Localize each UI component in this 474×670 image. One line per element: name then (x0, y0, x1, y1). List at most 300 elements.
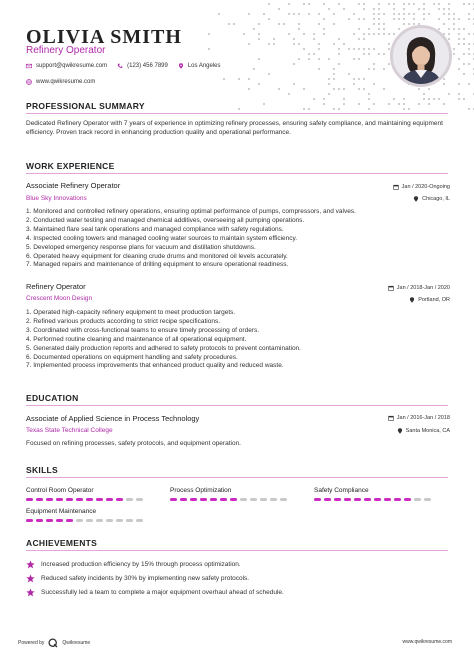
pattern-dot (448, 3, 450, 5)
skill-level-segment (26, 498, 33, 501)
pattern-dot (388, 63, 390, 65)
pattern-dot (323, 28, 325, 30)
pattern-dot (398, 28, 400, 30)
pattern-dot (313, 33, 315, 35)
pattern-dot (453, 48, 455, 50)
pattern-dot (383, 68, 385, 70)
skill-level-segment (86, 519, 93, 522)
pattern-dot (323, 3, 325, 5)
pattern-dot (458, 43, 460, 45)
skill-level-segment (86, 498, 93, 501)
pattern-dot (468, 48, 470, 50)
skill-level-segment (260, 498, 267, 501)
pattern-dot (338, 48, 340, 50)
job-dates-text: Jan / 2018-Jan / 2020 (396, 285, 450, 291)
pattern-dot (438, 8, 440, 10)
brand-text[interactable]: Qwikresume (62, 640, 91, 646)
pattern-dot (428, 88, 430, 90)
list-item: 2. Refined various products according to strict recipe specifications. (26, 317, 221, 325)
job-location-text: Chicago, IL (422, 196, 450, 202)
pattern-dot (373, 83, 375, 85)
list-item: 7. Managed repairs and maintenance of drilling equipment to ensure operational readiness. (26, 261, 289, 269)
pattern-dot (363, 18, 365, 20)
pattern-dot (383, 23, 385, 25)
pattern-dot (403, 98, 405, 100)
pattern-dot (403, 18, 405, 20)
website-item[interactable] (26, 79, 95, 85)
pattern-dot (343, 43, 345, 45)
skill-level-segment (96, 519, 103, 522)
skill-level-segment (180, 498, 187, 501)
summary-heading: PROFESSIONAL SUMMARY (26, 101, 145, 111)
pattern-dot (303, 48, 305, 50)
pattern-dot (358, 48, 360, 50)
pattern-dot (468, 63, 470, 65)
pattern-dot (463, 63, 465, 65)
pattern-dot (333, 108, 335, 110)
list-item: 4. Performed routine cleaning and maintenance of all operational equipment. (26, 335, 247, 343)
pattern-dot (303, 33, 305, 35)
pattern-dot (423, 93, 425, 95)
skill-level-segment (240, 498, 247, 501)
list-item: 5. Generated daily production reports and adhered to safety protocols to prevent contamination. (26, 344, 301, 352)
star-icon (26, 560, 35, 569)
list-item: 6. Documented operations on equipment handling and safety procedures. (26, 353, 238, 361)
pattern-dot (318, 68, 320, 70)
pattern-dot (463, 73, 465, 75)
pattern-dot (293, 38, 295, 40)
pattern-dot (373, 23, 375, 25)
job-title: Associate Refinery Operator (26, 181, 121, 190)
skill-level-segment (126, 519, 133, 522)
pattern-dot (443, 23, 445, 25)
pattern-dot (373, 8, 375, 10)
calendar-icon (393, 184, 399, 190)
pattern-dot (448, 28, 450, 30)
contact-row (26, 63, 221, 69)
pattern-dot (308, 108, 310, 110)
globe-icon (26, 79, 32, 85)
education-description: Focused on refining processes, safety protocols, and equipment operation. (26, 440, 241, 447)
pattern-dot (423, 98, 425, 100)
pattern-dot (368, 28, 370, 30)
pattern-dot (368, 98, 370, 100)
education-heading: EDUCATION (26, 393, 79, 403)
pattern-dot (313, 98, 315, 100)
pattern-dot (298, 28, 300, 30)
pattern-dot (378, 33, 380, 35)
footer-branding (18, 638, 90, 648)
pattern-dot (433, 3, 435, 5)
pattern-dot (428, 103, 430, 105)
skill-level-segment (250, 498, 257, 501)
pattern-dot (468, 3, 470, 5)
phone-item[interactable] (117, 63, 168, 69)
pattern-dot (448, 38, 450, 40)
pattern-dot (423, 8, 425, 10)
pattern-dot (293, 83, 295, 85)
skill-level-segment (136, 498, 143, 501)
pattern-dot (338, 38, 340, 40)
pattern-dot (333, 73, 335, 75)
pattern-dot (468, 83, 470, 85)
pattern-dot (443, 103, 445, 105)
pattern-dot (238, 108, 240, 110)
pattern-dot (373, 68, 375, 70)
pattern-dot (388, 103, 390, 105)
pattern-dot (468, 53, 470, 55)
company-name: Blue Sky Innovations (26, 195, 87, 202)
pattern-dot (338, 88, 340, 90)
pattern-dot (408, 13, 410, 15)
pattern-dot (248, 78, 250, 80)
pattern-dot (468, 13, 470, 15)
pattern-dot (303, 88, 305, 90)
pattern-dot (463, 98, 465, 100)
pattern-dot (318, 23, 320, 25)
pattern-dot (353, 83, 355, 85)
pattern-dot (413, 18, 415, 20)
degree-title: Associate of Applied Science in Process Technology (26, 414, 200, 423)
pattern-dot (328, 93, 330, 95)
pattern-dot (333, 88, 335, 90)
pattern-dot (253, 28, 255, 30)
skill-level-segment (374, 498, 381, 501)
education-dates-text: Jan / 2016-Jan / 2018 (396, 415, 450, 421)
pattern-dot (328, 78, 330, 80)
skill-name: Safety Compliance (314, 487, 369, 494)
pattern-dot (433, 98, 435, 100)
education-divider (26, 405, 448, 406)
pattern-dot (393, 18, 395, 20)
education-location (397, 428, 450, 434)
skill-level-segment (96, 498, 103, 501)
achievements-divider (26, 550, 448, 551)
pattern-dot (333, 78, 335, 80)
skill-level-bar (26, 519, 143, 522)
pin-icon (397, 428, 403, 434)
pattern-dot (453, 18, 455, 20)
pattern-dot (358, 3, 360, 5)
job-bullet-list (26, 309, 446, 371)
pattern-dot (368, 93, 370, 95)
pattern-dot (398, 103, 400, 105)
pattern-dot (383, 33, 385, 35)
pattern-dot (363, 88, 365, 90)
skill-level-segment (136, 519, 143, 522)
pattern-dot (393, 33, 395, 35)
pattern-dot (353, 48, 355, 50)
pattern-dot (338, 63, 340, 65)
pattern-dot (443, 13, 445, 15)
pattern-dot (353, 13, 355, 15)
pattern-dot (348, 73, 350, 75)
pattern-dot (438, 3, 440, 5)
pattern-dot (453, 13, 455, 15)
pattern-dot (448, 33, 450, 35)
pattern-dot (458, 28, 460, 30)
pattern-dot (278, 8, 280, 10)
pattern-dot (353, 78, 355, 80)
pattern-dot (318, 58, 320, 60)
pattern-dot (373, 48, 375, 50)
job-bullet-list (26, 208, 446, 270)
pattern-dot (333, 23, 335, 25)
pattern-dot (298, 13, 300, 15)
pattern-dot (463, 43, 465, 45)
pattern-dot (448, 8, 450, 10)
skill-level-segment (324, 498, 331, 501)
pattern-dot (363, 33, 365, 35)
skill-level-segment (394, 498, 401, 501)
pattern-dot (328, 58, 330, 60)
education-dates (388, 415, 450, 421)
pattern-dot (373, 63, 375, 65)
experience-divider (26, 173, 448, 174)
pattern-dot (248, 43, 250, 45)
calendar-icon (388, 285, 394, 291)
email-text: support@qwikresume.com (36, 63, 108, 69)
pattern-dot (258, 23, 260, 25)
phone-text: (123) 456 7899 (127, 63, 168, 69)
pattern-dot (468, 18, 470, 20)
pattern-dot (228, 23, 230, 25)
achievement-text: Successfully led a team to complete a major equipment overhaul ahead of schedule. (41, 589, 284, 596)
pattern-dot (308, 13, 310, 15)
pattern-dot (403, 103, 405, 105)
pattern-dot (243, 33, 245, 35)
pattern-dot (348, 18, 350, 20)
pattern-dot (273, 43, 275, 45)
pattern-dot (408, 23, 410, 25)
pattern-dot (278, 88, 280, 90)
achievement-item (26, 588, 284, 597)
email-item[interactable] (26, 63, 107, 69)
pattern-dot (368, 53, 370, 55)
job-dates (388, 285, 450, 291)
pattern-dot (353, 58, 355, 60)
pattern-dot (358, 58, 360, 60)
pin-icon (413, 196, 419, 202)
job-location-text: Portland, OR (418, 297, 450, 303)
qwikresume-logo-icon (48, 638, 58, 648)
skills-heading: SKILLS (26, 465, 59, 475)
pattern-dot (423, 18, 425, 20)
skill-level-segment (126, 498, 133, 501)
pattern-dot (298, 43, 300, 45)
pattern-dot (378, 18, 380, 20)
pattern-dot (378, 13, 380, 15)
skill-level-segment (190, 498, 197, 501)
pattern-dot (378, 53, 380, 55)
footer-url[interactable]: www.qwikresume.com (402, 639, 452, 645)
pattern-dot (428, 98, 430, 100)
skill-name: Process Optimization (170, 487, 232, 494)
pattern-dot (463, 3, 465, 5)
pattern-dot (313, 53, 315, 55)
pattern-dot (468, 33, 470, 35)
pattern-dot (403, 3, 405, 5)
pattern-dot (458, 83, 460, 85)
pattern-dot (463, 28, 465, 30)
pattern-dot (353, 33, 355, 35)
job-location (413, 196, 450, 202)
pattern-dot (323, 103, 325, 105)
pattern-dot (423, 13, 425, 15)
pattern-dot (393, 8, 395, 10)
pattern-dot (448, 93, 450, 95)
skill-level-segment (76, 498, 83, 501)
pattern-dot (288, 33, 290, 35)
pattern-dot (398, 18, 400, 20)
pattern-dot (358, 28, 360, 30)
pattern-dot (323, 98, 325, 100)
pattern-dot (463, 38, 465, 40)
skill-level-segment (424, 498, 431, 501)
star-icon (26, 574, 35, 583)
pattern-dot (368, 48, 370, 50)
skill-level-segment (220, 498, 227, 501)
pattern-dot (363, 78, 365, 80)
pattern-dot (368, 108, 370, 110)
pattern-dot (403, 13, 405, 15)
pattern-dot (383, 13, 385, 15)
pattern-dot (378, 23, 380, 25)
list-item: 7. Implemented process improvements that enhanced product quality and reduced waste. (26, 362, 284, 370)
skill-level-segment (116, 498, 123, 501)
pattern-dot (458, 68, 460, 70)
skill-level-segment (200, 498, 207, 501)
phone-icon (117, 63, 123, 69)
pattern-dot (453, 23, 455, 25)
pattern-dot (468, 43, 470, 45)
website-text: www.qwikresume.com (36, 79, 96, 85)
pattern-dot (318, 13, 320, 15)
location-pin-icon (178, 63, 184, 69)
pattern-dot (288, 93, 290, 95)
pattern-dot (438, 98, 440, 100)
pattern-dot (293, 13, 295, 15)
pattern-dot (338, 3, 340, 5)
pattern-dot (378, 3, 380, 5)
pattern-dot (293, 63, 295, 65)
profile-photo (390, 25, 452, 87)
pattern-dot (273, 38, 275, 40)
summary-text: Dedicated Refinery Operator with 7 years of experience in optimizing refinery processes, ensuring safety compliance, and maintaining equipment efficiency. Proven track record in enhancing production quality and operational performance. (26, 120, 443, 136)
pattern-dot (413, 13, 415, 15)
pattern-dot (403, 8, 405, 10)
pattern-dot (308, 53, 310, 55)
pattern-dot (423, 3, 425, 5)
pattern-dot (358, 78, 360, 80)
pattern-dot (268, 73, 270, 75)
company-name: Crescent Moon Design (26, 295, 93, 302)
pattern-dot (373, 13, 375, 15)
skill-level-segment (66, 498, 73, 501)
skill-level-segment (36, 498, 43, 501)
skill-name: Equipment Maintenance (26, 508, 97, 515)
pattern-dot (268, 3, 270, 5)
pattern-dot (358, 18, 360, 20)
pattern-dot (258, 33, 260, 35)
experience-heading: WORK EXPERIENCE (26, 161, 115, 171)
pattern-dot (468, 108, 470, 110)
achievement-text: Increased production efficiency by 15% through process optimization. (41, 561, 241, 568)
pattern-dot (308, 3, 310, 5)
achievements-heading: ACHIEVEMENTS (26, 538, 98, 548)
list-item: 3. Coordinated with cross-functional teams to ensure timely processing of orders. (26, 326, 260, 334)
skill-level-segment (384, 498, 391, 501)
skill-level-segment (76, 519, 83, 522)
list-item: 1. Operated high-capacity refinery equipment to meet production targets. (26, 309, 236, 316)
pattern-dot (458, 58, 460, 60)
pattern-dot (343, 98, 345, 100)
skill-level-segment (364, 498, 371, 501)
pattern-dot (418, 8, 420, 10)
pattern-dot (383, 88, 385, 90)
pattern-dot (333, 13, 335, 15)
pattern-dot (418, 103, 420, 105)
location-item (178, 63, 221, 69)
pattern-dot (258, 38, 260, 40)
pattern-dot (458, 98, 460, 100)
pattern-dot (308, 58, 310, 60)
skill-level-segment (404, 498, 411, 501)
skills-divider (26, 477, 448, 478)
skill-level-segment (116, 519, 123, 522)
pattern-dot (323, 18, 325, 20)
pattern-dot (448, 18, 450, 20)
skill-level-segment (280, 498, 287, 501)
pattern-dot (263, 13, 265, 15)
pattern-dot (403, 108, 405, 110)
skill-level-segment (46, 498, 53, 501)
skill-level-segment (170, 498, 177, 501)
skill-level-bar (314, 498, 431, 501)
pattern-dot (393, 3, 395, 5)
pattern-dot (343, 88, 345, 90)
star-icon (26, 588, 35, 597)
pattern-dot (443, 8, 445, 10)
pattern-dot (443, 78, 445, 80)
pattern-dot (258, 83, 260, 85)
pattern-dot (453, 28, 455, 30)
pattern-dot (233, 23, 235, 25)
pattern-dot (393, 13, 395, 15)
pattern-dot (288, 3, 290, 5)
job-location (409, 297, 450, 303)
skill-level-segment (36, 519, 43, 522)
pattern-dot (408, 3, 410, 5)
skill-level-segment (56, 498, 63, 501)
candidate-name: OLIVIA SMITH (26, 26, 182, 48)
skill-level-segment (56, 519, 63, 522)
pattern-dot (333, 43, 335, 45)
pattern-dot (413, 3, 415, 5)
pattern-dot (448, 13, 450, 15)
pattern-dot (253, 68, 255, 70)
pattern-dot (268, 43, 270, 45)
list-item: 5. Developed emergency response plans for vacuum and distillation shutdowns. (26, 243, 256, 251)
skill-level-bar (170, 498, 287, 501)
pattern-dot (328, 8, 330, 10)
pattern-dot (358, 103, 360, 105)
list-item: 4. Inspected cooling towers and managed cooling water sources to maintain system efficiency. (26, 234, 298, 242)
pattern-dot (348, 48, 350, 50)
pattern-dot (373, 103, 375, 105)
pattern-dot (238, 78, 240, 80)
job-dates-text: Jan / 2020-Ongoing (401, 184, 450, 190)
